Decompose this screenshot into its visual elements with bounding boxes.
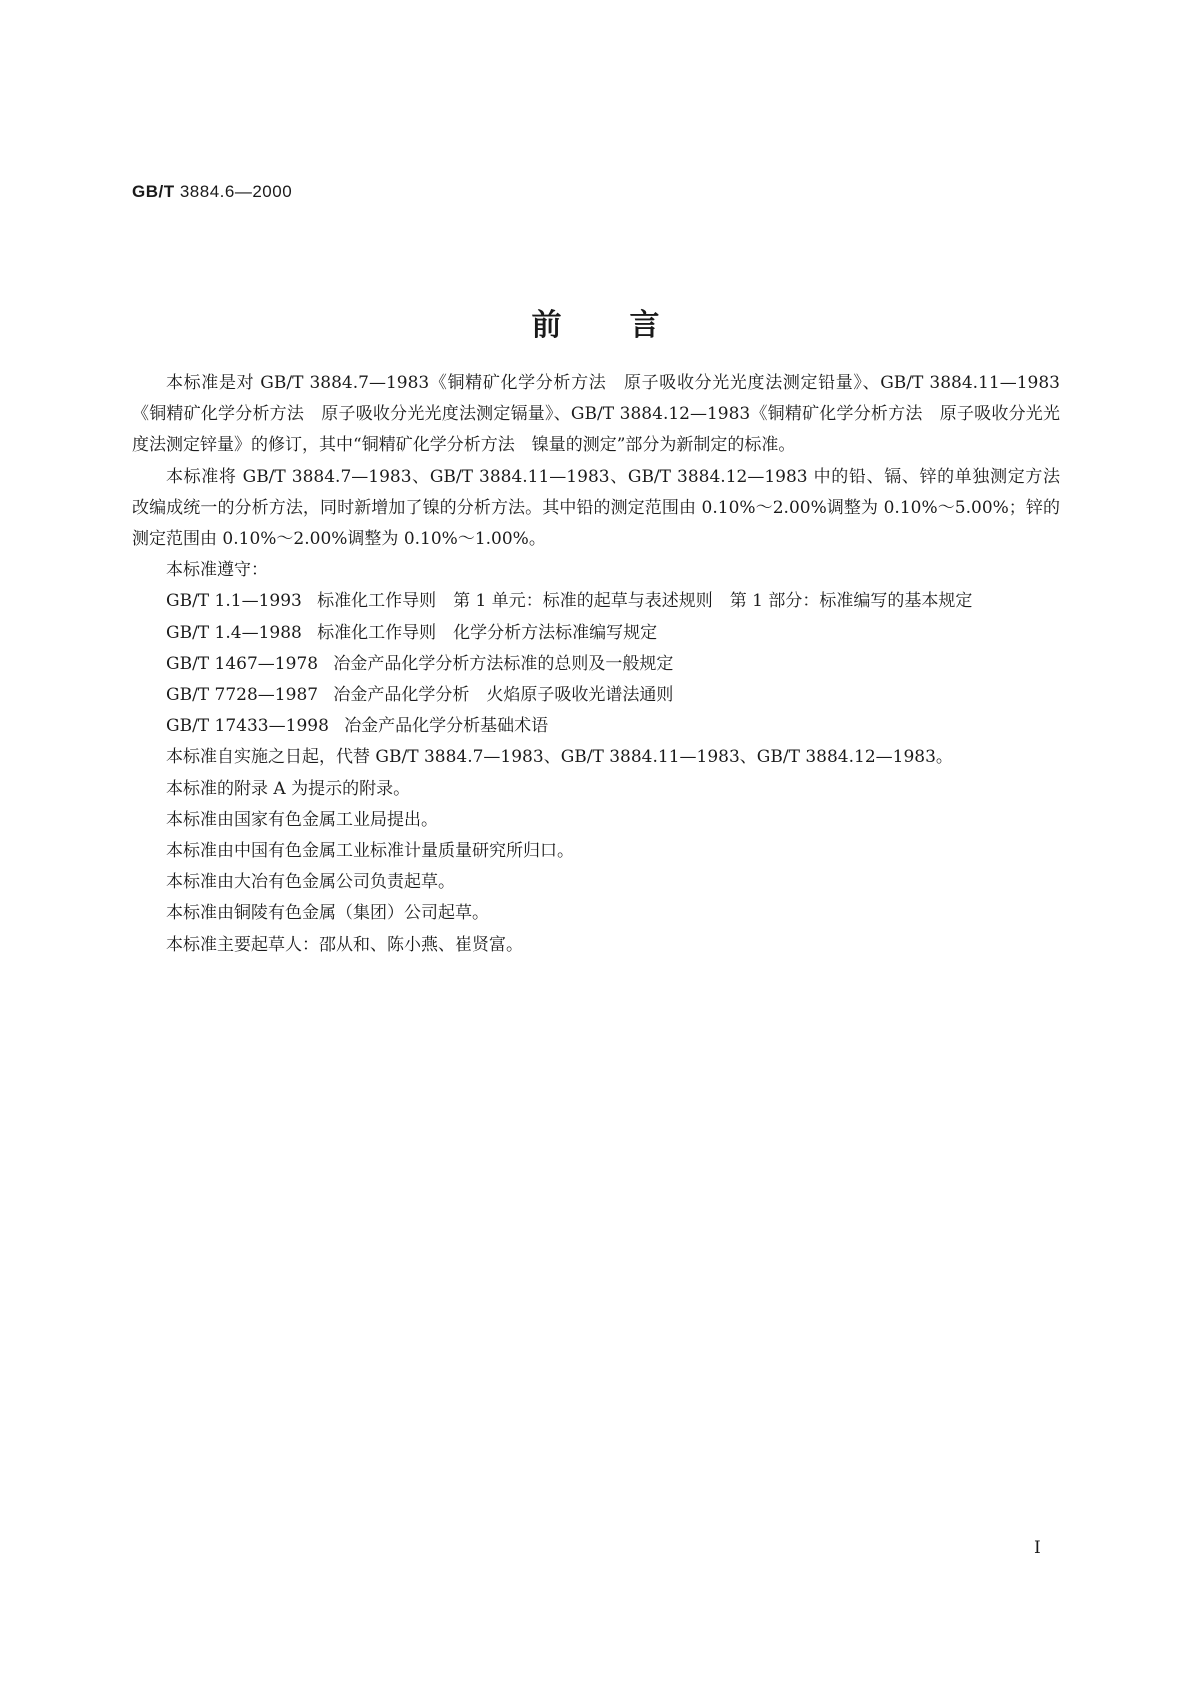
reference-item [132, 711, 1060, 742]
paragraph-drafted-by: 本标准由铜陵有色金属（集团）公司起草。 [166, 903, 489, 924]
paragraph-proposed-by: 本标准由国家有色金属工业局提出。 [166, 809, 438, 830]
document-code-prefix: GB/T [132, 182, 175, 201]
paragraph-revision: 本标准是对 GB/T 3884.7—1983《铜精矿化学分析方法 原子吸收分光光度法测定铅量》、GB/T 3884.11—1983《铜精矿化学分析方法 原子吸收分光光度法测定镉量》、GB/T 3884.12—1983《铜精矿化学分析方法 原子吸收分光光度法测定锌量》的修订，其中“铜精矿化学分析方法 镍量的测定”部分为新制定的标准。 [132, 373, 1060, 456]
reference-title: 标准化工作导则 第 1 单元：标准的起草与表述规则 第 1 部分：标准编写的基本规定 [317, 591, 973, 612]
reference-item [132, 618, 1060, 649]
reference-code: GB/T 7728—1987 [166, 685, 319, 706]
reference-code: GB/T 1.1—1993 [166, 591, 302, 612]
foreword-body [132, 368, 1060, 961]
reference-code: GB/T 1.4—1988 [166, 622, 302, 643]
paragraph-replacement: 本标准自实施之日起，代替 GB/T 3884.7—1983、GB/T 3884.11—1983、GB/T 3884.12—1983。 [166, 747, 953, 768]
page-number: I [1034, 1538, 1041, 1558]
page-title: 前言 [531, 308, 728, 343]
document-code-number: 3884.6—2000 [179, 182, 293, 201]
reference-title: 冶金产品化学分析基础术语 [344, 716, 549, 737]
paragraph-changes: 本标准将 GB/T 3884.7—1983、GB/T 3884.11—1983、GB/T 3884.12—1983 中的铅、镉、锌的单独测定方法改编成统一的分析方法，同时新增加了镍的分析方法。其中铅的测定范围由 0.10%～2.00%调整为 0.10%～5.00%；锌的测定范围由 0.10%～2.00%调整为 0.10%～1.00%。 [132, 466, 1060, 550]
reference-title: 冶金产品化学分析方法标准的总则及一般规定 [333, 653, 674, 674]
reference-code: GB/T 17433—1998 [166, 716, 329, 737]
paragraph-appendix: 本标准的附录 A 为提示的附录。 [166, 778, 411, 799]
reference-item [132, 649, 1060, 680]
paragraph-responsible-drafter: 本标准由大冶有色金属公司负责起草。 [166, 872, 455, 893]
reference-item [132, 680, 1060, 711]
document-code [132, 182, 292, 202]
paragraph-centralized-by: 本标准由中国有色金属工业标准计量质量研究所归口。 [166, 841, 574, 862]
reference-title: 冶金产品化学分析 火焰原子吸收光谱法通则 [333, 685, 674, 706]
reference-code: GB/T 1467—1978 [166, 653, 319, 674]
paragraph-main-drafters: 本标准主要起草人：邵从和、陈小燕、崔贤富。 [166, 934, 523, 955]
paragraph-compliance-intro: 本标准遵守： [166, 560, 268, 581]
reference-item [132, 586, 1060, 617]
reference-title: 标准化工作导则 化学分析方法标准编写规定 [317, 622, 658, 643]
